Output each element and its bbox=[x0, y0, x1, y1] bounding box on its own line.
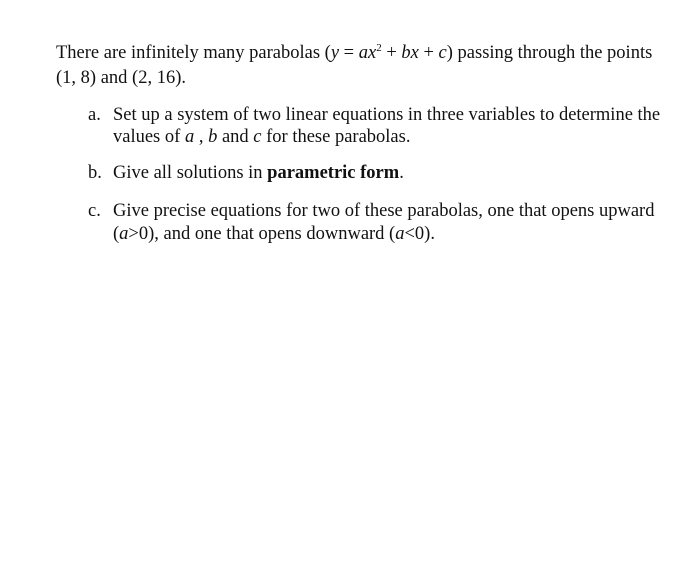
item-b-period: . bbox=[399, 163, 404, 183]
item-c-text-middle: ), and one that opens downward ( bbox=[148, 224, 396, 244]
item-a-comma: , bbox=[194, 127, 209, 147]
item-b-text: Give all solutions in bbox=[113, 163, 268, 183]
variable-a-downward: a bbox=[395, 224, 405, 244]
equation-y: y bbox=[330, 43, 340, 63]
variable-c: c bbox=[253, 127, 262, 147]
item-a-line-1: Set up a system of two linear equations in three variables to determine the bbox=[113, 105, 661, 125]
intro-text-before-equation: There are infinitely many parabolas ( bbox=[56, 43, 331, 63]
intro-line-2: (1, 8) and (2, 16). bbox=[56, 68, 186, 88]
variable-b: b bbox=[208, 127, 218, 147]
intro-text-after-equation: ) passing through the points bbox=[446, 43, 653, 63]
intro-line-1 bbox=[56, 42, 652, 66]
item-b-bold-parametric-form: parametric form bbox=[267, 163, 400, 183]
item-c-line-2 bbox=[113, 223, 435, 245]
condition-greater-than-zero: >0 bbox=[128, 224, 149, 244]
item-a-marker: a. bbox=[88, 105, 101, 125]
equation-bx: bx bbox=[401, 43, 419, 63]
item-c-line-1: Give precise equations for two of these parabolas, one that opens upward bbox=[113, 201, 655, 221]
equation-equals: = bbox=[339, 43, 359, 63]
equation-exponent: 2 bbox=[376, 42, 382, 54]
variable-a: a bbox=[184, 127, 195, 147]
equation-plus-2: + bbox=[418, 43, 439, 63]
condition-less-than-zero: <0 bbox=[404, 224, 425, 244]
equation-plus-1: + bbox=[381, 43, 402, 63]
equation-ax: ax bbox=[358, 43, 377, 63]
item-a-line-2 bbox=[113, 126, 410, 148]
item-c-close-paren: ). bbox=[424, 224, 435, 244]
item-a-text-for-parabolas: for these parabolas. bbox=[261, 127, 411, 147]
item-a-and: and bbox=[217, 127, 254, 147]
equation-c: c bbox=[438, 43, 447, 63]
variable-a-upward: a bbox=[119, 224, 129, 244]
item-c-open-paren: ( bbox=[113, 224, 120, 244]
item-b-line bbox=[113, 162, 404, 184]
item-c-marker: c. bbox=[88, 201, 101, 221]
item-a-text-values-of: values of bbox=[113, 127, 185, 147]
item-b-marker: b. bbox=[88, 163, 102, 183]
